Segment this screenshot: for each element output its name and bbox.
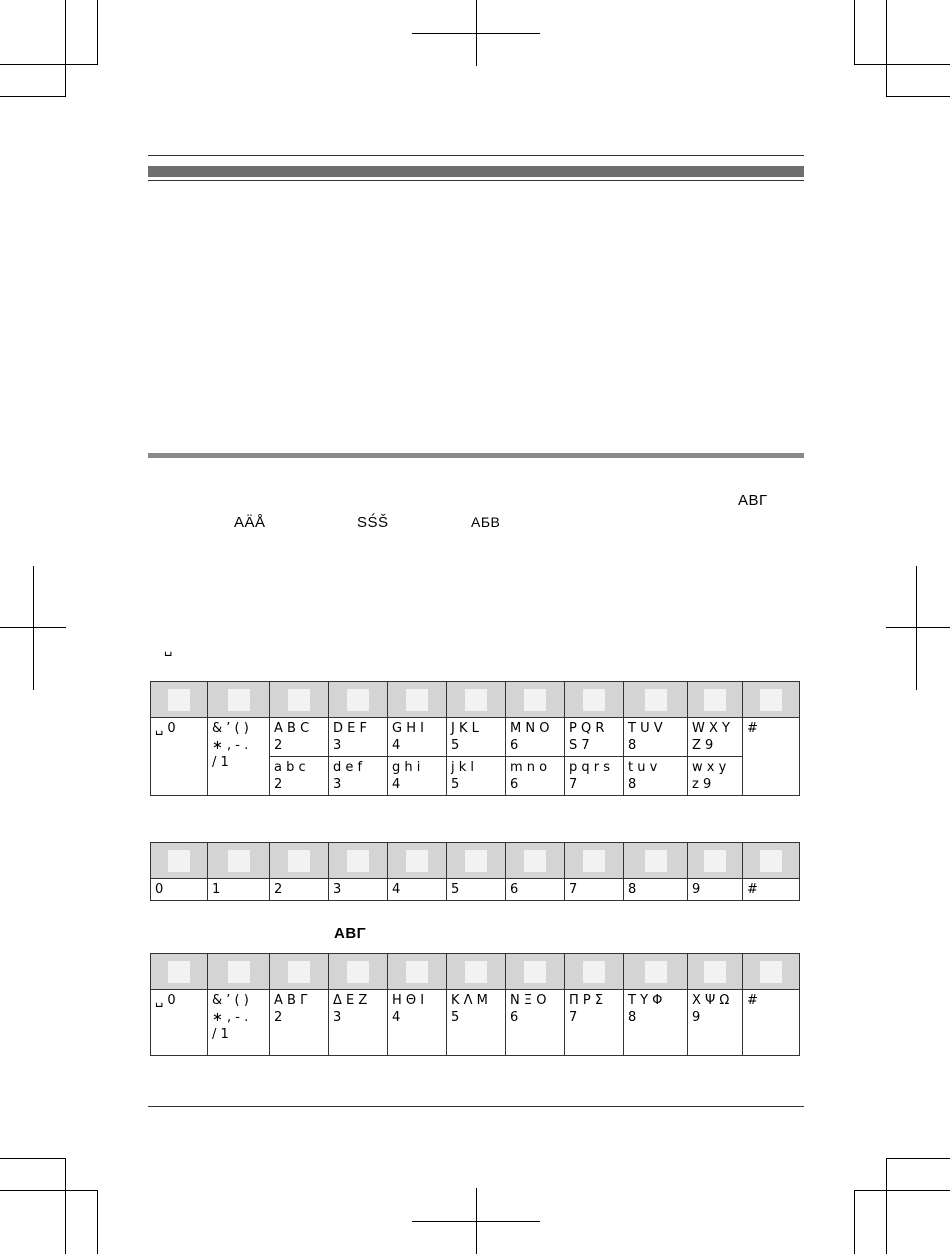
key-icon bbox=[524, 961, 546, 983]
charset-label-latin-ext: AÄÅ bbox=[234, 514, 266, 531]
key-digit: 3 bbox=[333, 777, 342, 792]
key-icon bbox=[228, 961, 250, 983]
key-chars: T U V bbox=[628, 721, 663, 736]
key-icon bbox=[406, 850, 428, 872]
key-digit: 6 bbox=[510, 738, 519, 753]
key-icon bbox=[524, 850, 546, 872]
key-header-cell bbox=[329, 843, 388, 879]
charset-label-latin-s: SŚŠ bbox=[357, 514, 389, 531]
key-chars-cell bbox=[329, 990, 388, 1056]
crop-mark bbox=[65, 0, 66, 96]
uppercase-row bbox=[151, 718, 800, 757]
key-header-cell bbox=[743, 954, 800, 990]
key-chars-cell bbox=[208, 718, 270, 796]
key-chars: g h i bbox=[392, 760, 421, 775]
key-icon bbox=[583, 689, 605, 711]
key-header-row bbox=[151, 954, 800, 990]
key-digit: 4 bbox=[392, 777, 401, 792]
key-header-cell bbox=[565, 954, 624, 990]
greek-table-label: ΑΒΓ bbox=[334, 925, 367, 942]
key-header-cell bbox=[506, 682, 565, 718]
key-digit: 6 bbox=[510, 1010, 519, 1025]
key-chars: / 1 bbox=[212, 755, 229, 770]
numeric-row bbox=[151, 879, 800, 901]
key-chars-cell bbox=[624, 718, 688, 757]
key-icon bbox=[168, 961, 190, 983]
key-chars-cell bbox=[506, 990, 565, 1056]
key-header-cell bbox=[270, 954, 329, 990]
crop-mark bbox=[0, 1158, 66, 1159]
key-digit: z 9 bbox=[692, 777, 712, 792]
key-digit: 2 bbox=[274, 777, 283, 792]
key-icon bbox=[645, 850, 667, 872]
key-chars-cell bbox=[208, 879, 270, 901]
key-chars-cell bbox=[506, 718, 565, 757]
key-header-cell bbox=[447, 843, 506, 879]
key-chars-cell bbox=[565, 757, 624, 796]
key-chars: Η Θ Ι bbox=[392, 993, 425, 1008]
key-icon bbox=[168, 850, 190, 872]
key-chars: d e f bbox=[333, 760, 363, 775]
key-header-cell bbox=[270, 682, 329, 718]
key-chars: j k l bbox=[451, 760, 475, 775]
key-chars: # bbox=[747, 721, 758, 736]
key-chars-cell bbox=[565, 879, 624, 901]
key-chars: / 1 bbox=[212, 1027, 229, 1042]
key-icon bbox=[465, 961, 487, 983]
key-digit: 8 bbox=[628, 882, 637, 897]
subsection-rule bbox=[148, 453, 804, 458]
key-icon bbox=[465, 850, 487, 872]
key-header-cell bbox=[208, 682, 270, 718]
key-header-cell bbox=[688, 954, 743, 990]
key-chars-cell bbox=[506, 879, 565, 901]
key-chars-cell bbox=[506, 757, 565, 796]
key-digit: 2 bbox=[274, 1010, 283, 1025]
key-digit: 9 bbox=[692, 882, 701, 897]
key-digit: 3 bbox=[333, 882, 342, 897]
key-chars-cell bbox=[329, 757, 388, 796]
key-digit: S 7 bbox=[569, 738, 590, 753]
crop-mark bbox=[886, 1158, 950, 1159]
key-digit: 5 bbox=[451, 738, 460, 753]
key-chars: w x y bbox=[692, 760, 727, 775]
charset-label-greek: ΑΒΓ bbox=[738, 492, 768, 509]
key-header-cell bbox=[624, 843, 688, 879]
key-header-cell bbox=[447, 682, 506, 718]
key-chars-cell bbox=[624, 757, 688, 796]
key-chars-cell bbox=[447, 990, 506, 1056]
key-header-cell bbox=[624, 682, 688, 718]
key-chars-cell bbox=[624, 879, 688, 901]
crop-mark bbox=[412, 1221, 540, 1222]
key-icon bbox=[288, 850, 310, 872]
character-table-standard bbox=[150, 681, 800, 796]
key-chars-cell bbox=[743, 879, 800, 901]
key-icon bbox=[228, 689, 250, 711]
key-chars-cell bbox=[388, 757, 447, 796]
key-chars: # bbox=[747, 882, 758, 897]
key-icon bbox=[288, 689, 310, 711]
crop-mark bbox=[0, 627, 66, 628]
key-icon bbox=[406, 961, 428, 983]
key-digit: 2 bbox=[274, 882, 283, 897]
key-icon bbox=[524, 689, 546, 711]
key-icon bbox=[704, 961, 726, 983]
key-chars-cell bbox=[208, 990, 270, 1056]
key-chars-cell bbox=[151, 718, 208, 796]
key-digit: 0 bbox=[155, 882, 164, 897]
key-header-cell bbox=[565, 682, 624, 718]
key-header-cell bbox=[151, 843, 208, 879]
key-chars: p q r s bbox=[569, 760, 611, 775]
key-chars: D E F bbox=[333, 721, 367, 736]
key-digit: 5 bbox=[451, 1010, 460, 1025]
key-header-cell bbox=[151, 954, 208, 990]
key-chars-cell bbox=[447, 879, 506, 901]
key-chars-cell bbox=[388, 990, 447, 1056]
key-chars-cell bbox=[270, 990, 329, 1056]
key-chars-cell bbox=[447, 757, 506, 796]
charset-label-cyrillic: АБВ bbox=[471, 514, 501, 530]
key-chars: & ’ ( ) bbox=[212, 721, 249, 736]
key-chars: J K L bbox=[451, 721, 479, 736]
key-header-cell bbox=[688, 843, 743, 879]
key-chars: ␣ 0 bbox=[155, 993, 176, 1008]
crop-mark bbox=[854, 64, 950, 65]
key-header-cell bbox=[688, 682, 743, 718]
key-header-cell bbox=[329, 682, 388, 718]
key-icon bbox=[704, 689, 726, 711]
key-icon bbox=[760, 689, 782, 711]
key-chars-cell bbox=[270, 757, 329, 796]
key-digit: 4 bbox=[392, 1010, 401, 1025]
key-header-cell bbox=[743, 682, 800, 718]
key-chars-cell bbox=[270, 879, 329, 901]
key-header-cell bbox=[565, 843, 624, 879]
key-chars: W X Y bbox=[692, 721, 730, 736]
key-chars: Ν Ξ Ο bbox=[510, 993, 547, 1008]
crop-mark bbox=[0, 1190, 98, 1191]
crop-mark bbox=[886, 627, 950, 628]
key-icon bbox=[406, 689, 428, 711]
header-rule bbox=[148, 155, 804, 156]
key-digit: 1 bbox=[212, 882, 221, 897]
key-chars-cell bbox=[688, 757, 743, 796]
crop-mark bbox=[97, 1190, 98, 1254]
key-digit: 6 bbox=[510, 777, 519, 792]
key-digit: 7 bbox=[569, 777, 578, 792]
crop-mark bbox=[0, 64, 98, 65]
key-digit: 5 bbox=[451, 882, 460, 897]
key-icon bbox=[228, 850, 250, 872]
crop-mark bbox=[886, 0, 887, 96]
crop-mark bbox=[854, 1190, 855, 1254]
character-table-greek bbox=[150, 953, 800, 1056]
key-digit: 7 bbox=[569, 1010, 578, 1025]
key-icon bbox=[583, 961, 605, 983]
key-digit: 6 bbox=[510, 882, 519, 897]
key-chars: # bbox=[747, 993, 758, 1008]
key-digit: 9 bbox=[692, 1010, 701, 1025]
key-icon bbox=[347, 689, 369, 711]
key-chars-cell bbox=[565, 990, 624, 1056]
key-chars: ␣ 0 bbox=[155, 721, 176, 736]
key-digit: 4 bbox=[392, 882, 401, 897]
key-chars: P Q R bbox=[569, 721, 605, 736]
key-chars-cell bbox=[743, 990, 800, 1056]
key-icon bbox=[645, 961, 667, 983]
greek-row bbox=[151, 990, 800, 1056]
key-header-row bbox=[151, 843, 800, 879]
key-header-cell bbox=[447, 954, 506, 990]
key-digit: 2 bbox=[274, 738, 283, 753]
key-header-cell bbox=[388, 843, 447, 879]
key-chars: Δ Ε Ζ bbox=[333, 993, 368, 1008]
key-header-cell bbox=[208, 843, 270, 879]
key-chars-cell bbox=[624, 990, 688, 1056]
key-chars-cell bbox=[329, 879, 388, 901]
footer-rule bbox=[148, 1106, 804, 1107]
key-header-cell bbox=[270, 843, 329, 879]
key-chars-cell bbox=[388, 879, 447, 901]
key-chars-cell bbox=[447, 718, 506, 757]
key-chars-cell bbox=[329, 718, 388, 757]
key-digit: 5 bbox=[451, 777, 460, 792]
key-chars: M N O bbox=[510, 721, 550, 736]
crop-mark bbox=[854, 1190, 950, 1191]
key-header-cell bbox=[506, 954, 565, 990]
key-chars: ∗ , - . bbox=[212, 1010, 249, 1025]
key-icon bbox=[347, 850, 369, 872]
key-icon bbox=[288, 961, 310, 983]
key-header-row bbox=[151, 682, 800, 718]
key-digit: 8 bbox=[628, 738, 637, 753]
key-header-cell bbox=[151, 682, 208, 718]
key-header-cell bbox=[388, 954, 447, 990]
key-chars: ∗ , - . bbox=[212, 738, 249, 753]
key-chars-cell bbox=[270, 718, 329, 757]
crop-mark bbox=[886, 96, 950, 97]
key-digit: 3 bbox=[333, 738, 342, 753]
crop-mark bbox=[0, 96, 66, 97]
key-header-cell bbox=[506, 843, 565, 879]
key-header-cell bbox=[743, 843, 800, 879]
crop-mark bbox=[886, 1158, 887, 1254]
crop-mark bbox=[65, 1158, 66, 1254]
section-heading-underline bbox=[148, 180, 804, 181]
key-chars-cell bbox=[151, 990, 208, 1056]
key-chars-cell bbox=[565, 718, 624, 757]
key-digit: 4 bbox=[392, 738, 401, 753]
key-icon bbox=[760, 850, 782, 872]
key-chars: t u v bbox=[628, 760, 658, 775]
section-heading-bar bbox=[148, 166, 804, 177]
key-chars: A B C bbox=[274, 721, 310, 736]
crop-mark bbox=[33, 566, 34, 690]
key-icon bbox=[760, 961, 782, 983]
key-icon bbox=[704, 850, 726, 872]
key-header-cell bbox=[208, 954, 270, 990]
key-chars-cell bbox=[388, 718, 447, 757]
key-chars: m n o bbox=[510, 760, 548, 775]
key-digit: 8 bbox=[628, 777, 637, 792]
key-icon bbox=[645, 689, 667, 711]
key-header-cell bbox=[624, 954, 688, 990]
key-chars-cell bbox=[688, 990, 743, 1056]
key-chars: Τ Υ Φ bbox=[628, 993, 663, 1008]
key-chars: & ’ ( ) bbox=[212, 993, 249, 1008]
key-chars: Χ Ψ Ω bbox=[692, 993, 730, 1008]
key-chars-cell bbox=[743, 718, 800, 796]
crop-mark bbox=[916, 566, 917, 690]
key-chars: Π Ρ Σ bbox=[569, 993, 604, 1008]
key-digit: 7 bbox=[569, 882, 578, 897]
crop-mark bbox=[412, 33, 540, 34]
crop-mark bbox=[854, 0, 855, 64]
key-chars-cell bbox=[151, 879, 208, 901]
key-chars-cell bbox=[688, 879, 743, 901]
key-chars: Α Β Γ bbox=[274, 993, 308, 1008]
key-digit: 3 bbox=[333, 1010, 342, 1025]
key-chars-cell bbox=[688, 718, 743, 757]
key-header-cell bbox=[329, 954, 388, 990]
key-digit: 8 bbox=[628, 1010, 637, 1025]
key-icon bbox=[583, 850, 605, 872]
key-chars: a b c bbox=[274, 760, 306, 775]
space-symbol: ␣ bbox=[164, 641, 173, 656]
key-digit: Z 9 bbox=[692, 738, 714, 753]
key-chars: G H I bbox=[392, 721, 424, 736]
key-icon bbox=[347, 961, 369, 983]
key-chars: Κ Λ Μ bbox=[451, 993, 488, 1008]
crop-mark bbox=[97, 0, 98, 64]
key-header-cell bbox=[388, 682, 447, 718]
key-icon bbox=[168, 689, 190, 711]
key-icon bbox=[465, 689, 487, 711]
character-table-numeric bbox=[150, 842, 800, 901]
